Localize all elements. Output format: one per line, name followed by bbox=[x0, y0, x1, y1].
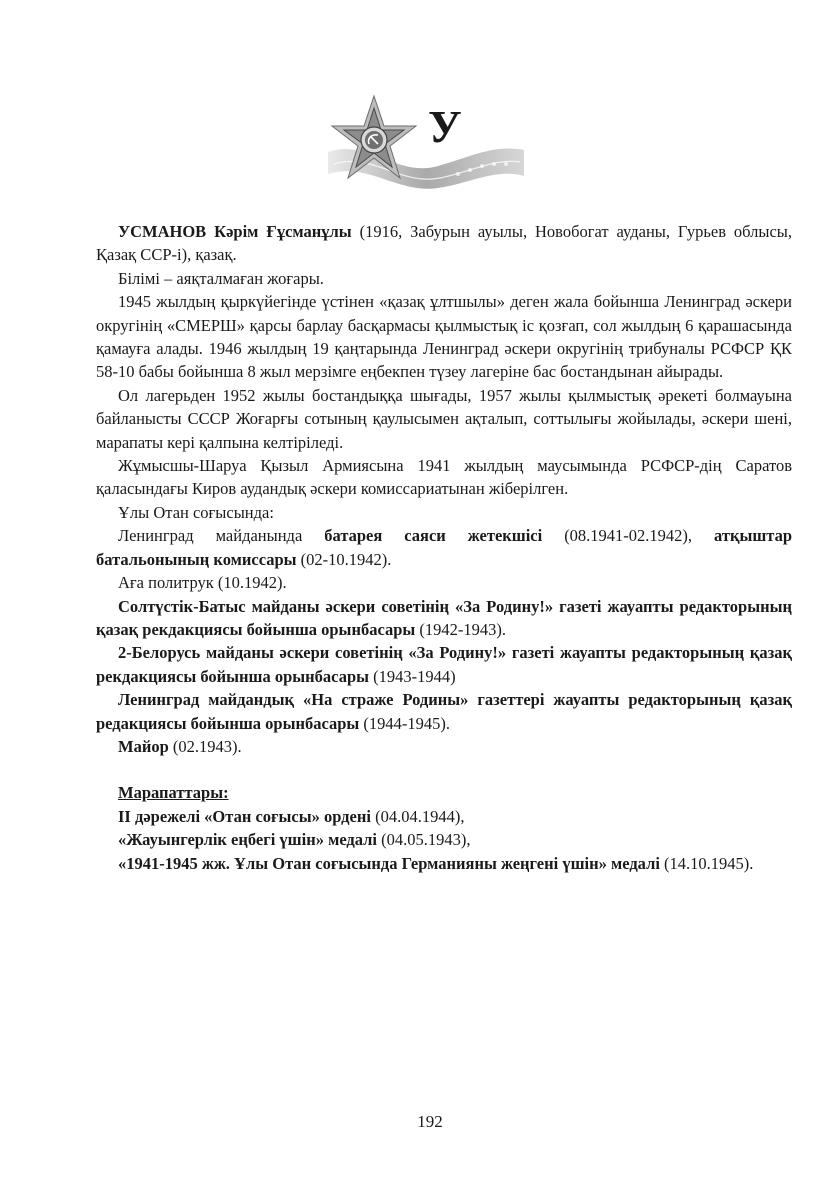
person-bio: (1916, Забурын ауылы, Новобогат ауданы, Гурьев облысы, Қазақ ССР-і), қазақ. bbox=[96, 222, 792, 265]
award-item bbox=[96, 805, 792, 828]
entry-intro bbox=[96, 220, 792, 267]
award-date: (14.10.1945). bbox=[659, 853, 754, 873]
service-position: батарея саяси жетекшісі bbox=[324, 526, 543, 546]
arrest-paragraph: 1945 жылдың қыркүйегінде үстінен «қазақ ұлтшылы» деген жала бойынша Ленинград әскери округінің «СМЕРШ» қарсы барлау басқармасы қылмыстық іс қозғап, сол жылдың 6 қарашасында қамауға алады. 1946 жылдың 19 қаңтарында Ленинград әскери округінің трибуналы РСФСР ҚК 58-10 бабы бойынша 8 жыл мерзімге еңбекпен түзеу лагеріне бас бостандынан айырады. bbox=[96, 292, 792, 382]
release-paragraph: Ол лагерьден 1952 жылы бостандыққа шығады, 1957 жылы қылмыстық әрекеті болмауына байланысты СССР Жоғарғы сотының қаулысымен ақталып, соттылығы жойылады, әскери шені, марапаты кері қалпына келтіріледі. bbox=[96, 385, 792, 452]
service-text: (1944-1945). bbox=[359, 713, 451, 733]
award-name: «1941-1945 жж. Ұлы Отан соғысында Германияны жеңгені үшін» медалі bbox=[118, 853, 660, 873]
award-name: «Жауынгерлік еңбегі үшін» медалі bbox=[118, 830, 378, 850]
education: Білімі – аяқталмаған жоғары. bbox=[118, 268, 324, 288]
army-paragraph: Жұмысшы-Шаруа Қызыл Армиясына 1941 жылдың маусымында РСФСР-дің Саратов қаласындағы Киров аудандық әскери комиссариатынан жіберілген. bbox=[96, 456, 792, 499]
service-text: (1943-1944) bbox=[369, 666, 456, 686]
service-item bbox=[96, 735, 792, 758]
service-position: Солтүстік-Батыс майданы әскери советінің «За Родину!» газеті жауапты редакторының қазақ рекдакциясы бойынша орынбасары bbox=[96, 596, 792, 639]
service-text: (02-10.1942). bbox=[296, 549, 392, 569]
awards-heading-text: Марапаттары: bbox=[118, 783, 229, 803]
page-number: 192 bbox=[417, 1112, 443, 1131]
service-item bbox=[96, 595, 792, 642]
award-item bbox=[96, 828, 792, 851]
service-text: (1942-1943). bbox=[415, 619, 507, 639]
war-heading: Ұлы Отан соғысында: bbox=[118, 502, 274, 522]
award-date: (04.05.1943), bbox=[377, 830, 471, 850]
service-position: Ленинград майдандық «На страже Родины» газеттері жауапты редакторының қазақ редакциясы бойынша орынбасары bbox=[96, 690, 792, 733]
spacer bbox=[96, 758, 792, 781]
service-text: (02.1943). bbox=[168, 736, 242, 756]
service-item bbox=[96, 524, 792, 571]
entry-body bbox=[96, 220, 792, 875]
service-item bbox=[96, 688, 792, 735]
rank: Майор bbox=[118, 736, 169, 756]
person-name: УСМАНОВ Кәрім Ғұсманұлы bbox=[118, 222, 352, 241]
service-item: Аға политрук (10.1942). bbox=[118, 573, 287, 593]
award-item bbox=[96, 852, 792, 875]
service-text: Ленинград майданында bbox=[118, 526, 325, 546]
service-text: (08.1941-02.1942), bbox=[542, 526, 715, 546]
section-letter: У bbox=[428, 101, 462, 152]
awards-heading bbox=[96, 781, 792, 804]
service-item bbox=[96, 641, 792, 688]
service-position: атқыштар батальонының комиссары bbox=[96, 526, 793, 569]
service-position: 2-Белорусь майданы әскери советінің «За Родину!» газеті жауапты редакторының қазақ рекдакциясы бойынша орынбасары bbox=[96, 643, 792, 686]
award-date: (04.04.1944), bbox=[370, 806, 465, 826]
award-name: II дәрежелі «Отан соғысы» ордені bbox=[118, 806, 371, 826]
order-patriotic-war-star-icon bbox=[328, 92, 524, 196]
